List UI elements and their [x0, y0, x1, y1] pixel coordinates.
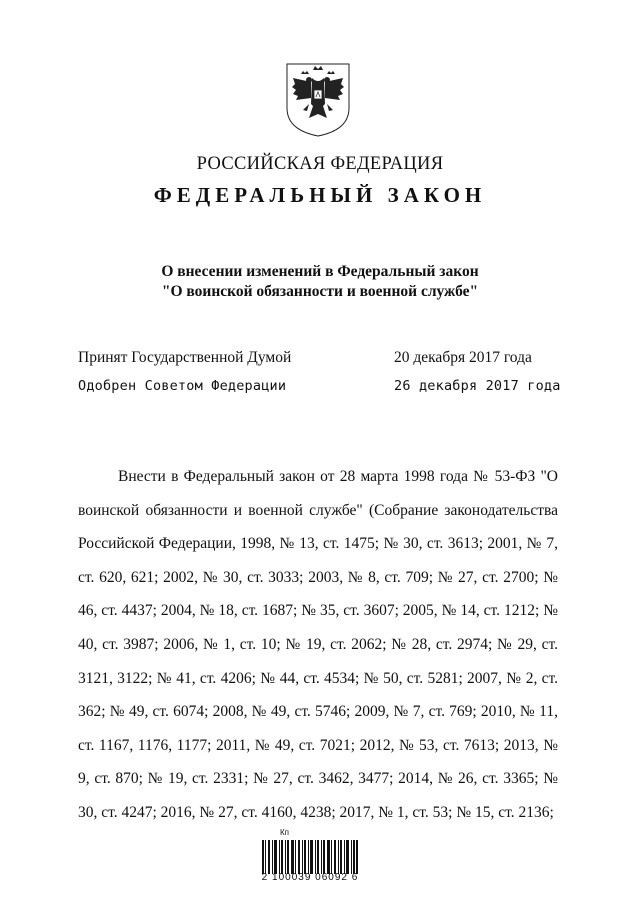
coat-of-arms-icon — [283, 60, 353, 138]
country-heading: РОССИЙСКАЯ ФЕДЕРАЦИЯ — [196, 154, 444, 174]
council-approval-date: 26 декабря 2017 года — [394, 378, 561, 394]
law-title-line-2: "О воинской обязанности и военной службе" — [161, 283, 479, 300]
handwritten-mark: Кп — [280, 828, 289, 837]
barcode-icon — [262, 838, 358, 876]
law-body-paragraph: Внести в Федеральный закон от 28 марта 1998 года № 53-ФЗ "О воинской обязанности и военной службе" (Собрание законодательства Российской Федерации, 1998, № 13, ст. 1475; № 30, ст. 3613; 2001, № 7, ст. 620, 621; 2002, № 30, ст. 3033; 2003, № 8, ст. 709; № 27, ст. 2700; № 46, ст. 4437; 2004, № 18, ст. 1687; № 35, ст. 3607; 2005, № 14, ст. 1212; № 40, ст. 3987; 2006, № 1, ст. 10; № 19, ст. 2062; № 28, ст. 2974; № 29, ст. 3121, 3122; № 41, ст. 4206; № 44, ст. 4534; № 50, ст. 5281; 2007, № 2, ст. 362; № 49, ст. 6074; 2008, № 49, ст. 5746; 2009, № 7, ст. 769; 2010, № 11, ст. 1167, 1176, 1177; 2011, № 49, ст. 7021; 2012, № 53, ст. 7613; 2013, № 9, ст. 870; № 19, ст. 2331; № 27, ст. 3462, 3477; 2014, № 26, ст. 3365; № 30, ст. 4247; 2016, № 27, ст. 4160, 4238; 2017, № 1, ст. 53; № 15, ст. 2136; — [78, 468, 558, 821]
duma-adoption-label: Принят Государственной Думой — [78, 349, 292, 366]
law-title — [0, 262, 640, 302]
council-approval-label: Одобрен Советом Федерации — [78, 378, 287, 394]
document-type-heading: ФЕДЕРАЛЬНЫЙ ЗАКОН — [153, 183, 487, 207]
duma-adoption-date: 20 декабря 2017 года — [394, 349, 532, 366]
barcode-number: 2 100039 06092 6 — [261, 872, 359, 883]
law-title-line-1: О внесении изменений в Федеральный закон — [161, 263, 479, 280]
